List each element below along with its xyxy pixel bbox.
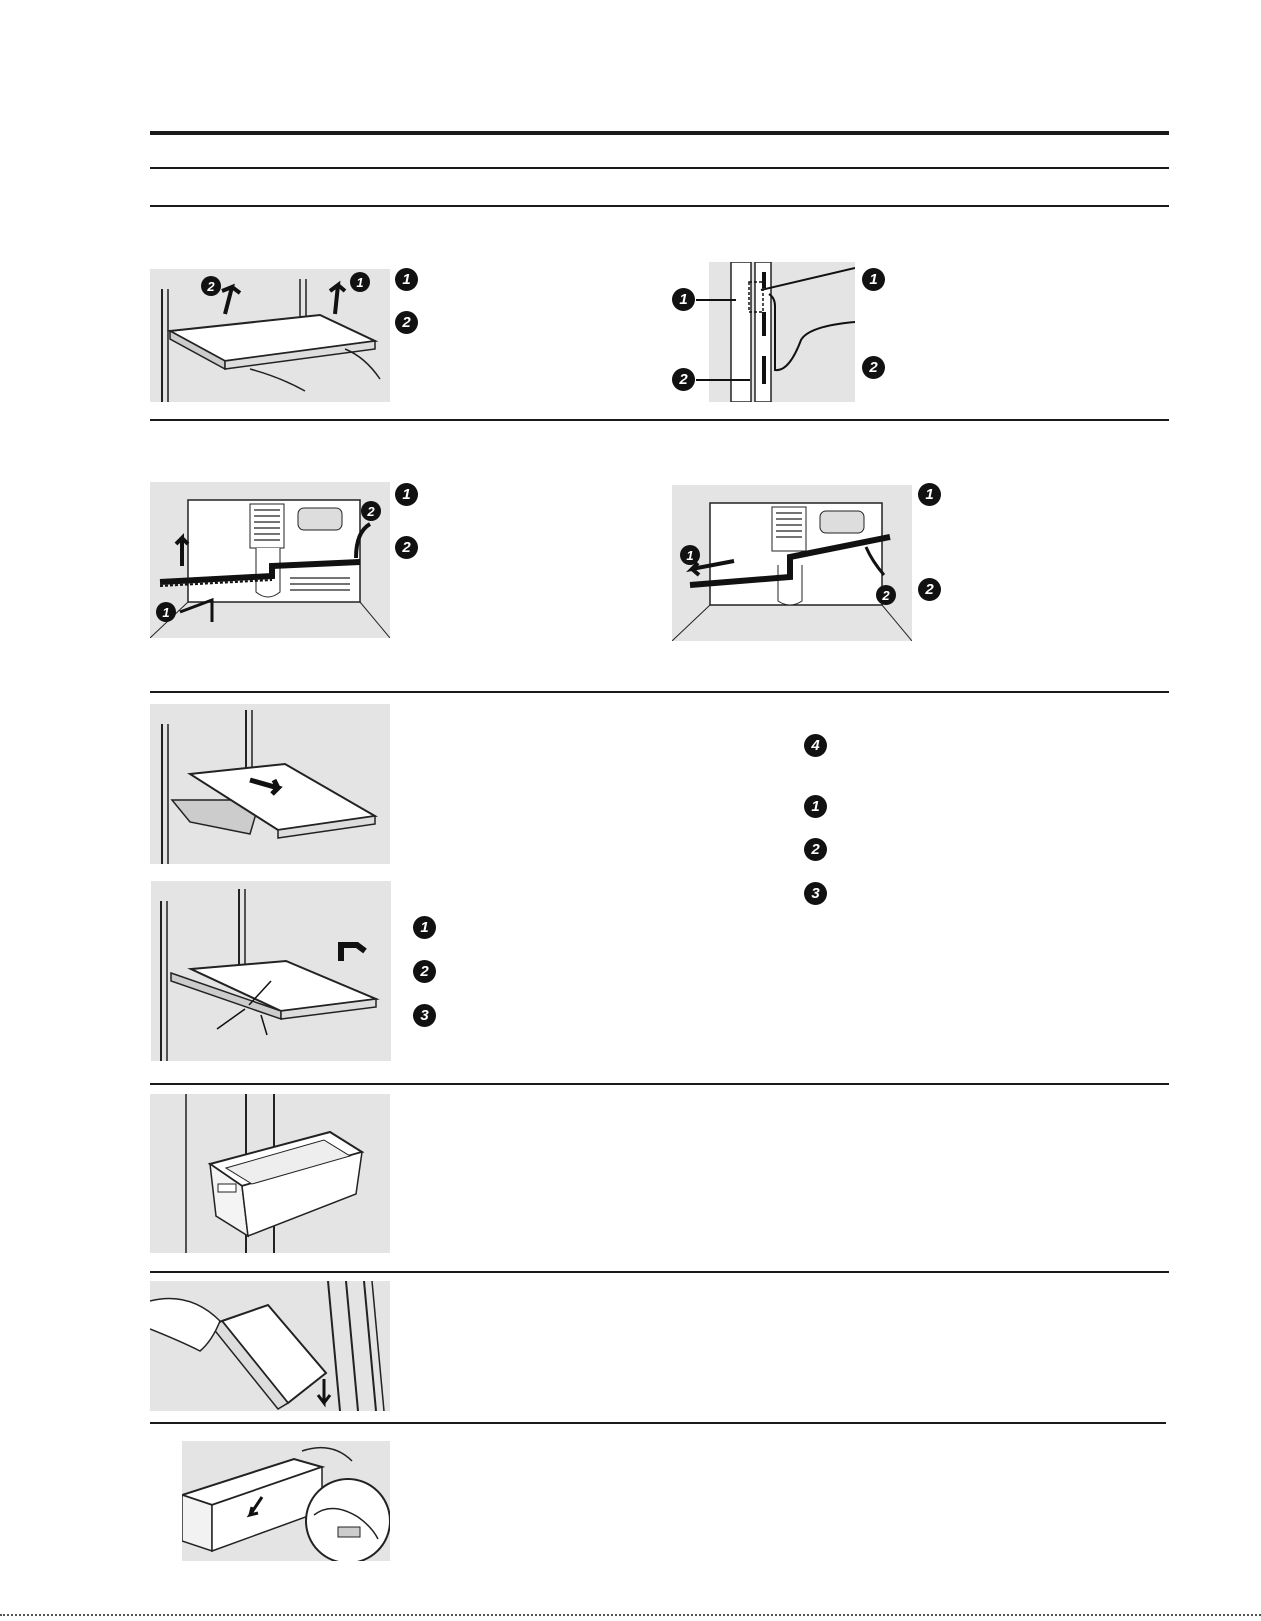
step-2-badge: 2 (862, 356, 885, 379)
step-2-badge: 2 (672, 368, 695, 391)
remove-door-bin-illustration (150, 1281, 390, 1411)
svg-text:1: 1 (356, 275, 364, 290)
svg-text:1: 1 (162, 605, 170, 620)
section-divider (150, 1271, 1169, 1273)
step-1-badge: 1 (672, 288, 695, 311)
header-rule (150, 167, 1169, 169)
freezer-shelf-replace-illustration (672, 485, 912, 641)
section-divider (150, 691, 1169, 693)
step-2-badge: 2 (395, 311, 418, 334)
step-2-badge: 2 (918, 578, 941, 601)
section-divider (150, 1422, 1166, 1424)
step-2-badge: 2 (804, 838, 827, 861)
section-divider (150, 205, 1169, 207)
slide-out-shelf-illustration (150, 704, 390, 864)
step-2-badge: 2 (395, 536, 418, 559)
step-1-badge: 1 (804, 795, 827, 818)
svg-text:2: 2 (207, 279, 215, 294)
shelf-slot-illustration (709, 262, 855, 402)
step-1-badge: 1 (862, 268, 885, 291)
arrow-icon (696, 379, 750, 381)
step-1-badge: 1 (918, 483, 941, 506)
door-bin-illustration (150, 1094, 390, 1253)
step-2-badge: 2 (413, 960, 436, 983)
header-rule-thick (150, 131, 1169, 135)
step-3-badge: 3 (413, 1004, 436, 1027)
step-4-badge: 4 (804, 734, 827, 757)
dairy-bin-illustration (182, 1441, 390, 1561)
shelf-rails-illustration (151, 881, 391, 1061)
freezer-shelf-remove-illustration (150, 482, 390, 638)
arrow-icon (696, 299, 736, 301)
svg-text:2: 2 (882, 588, 890, 603)
section-divider (150, 1083, 1169, 1085)
step-1-badge: 1 (395, 268, 418, 291)
section-divider (150, 419, 1169, 421)
step-3-badge: 3 (804, 882, 827, 905)
page-bottom-edge (0, 1614, 1261, 1616)
svg-text:2: 2 (367, 504, 375, 519)
step-1-badge: 1 (395, 483, 418, 506)
step-1-badge: 1 (413, 916, 436, 939)
svg-text:1: 1 (686, 548, 694, 563)
glass-shelf-illustration (150, 269, 390, 402)
